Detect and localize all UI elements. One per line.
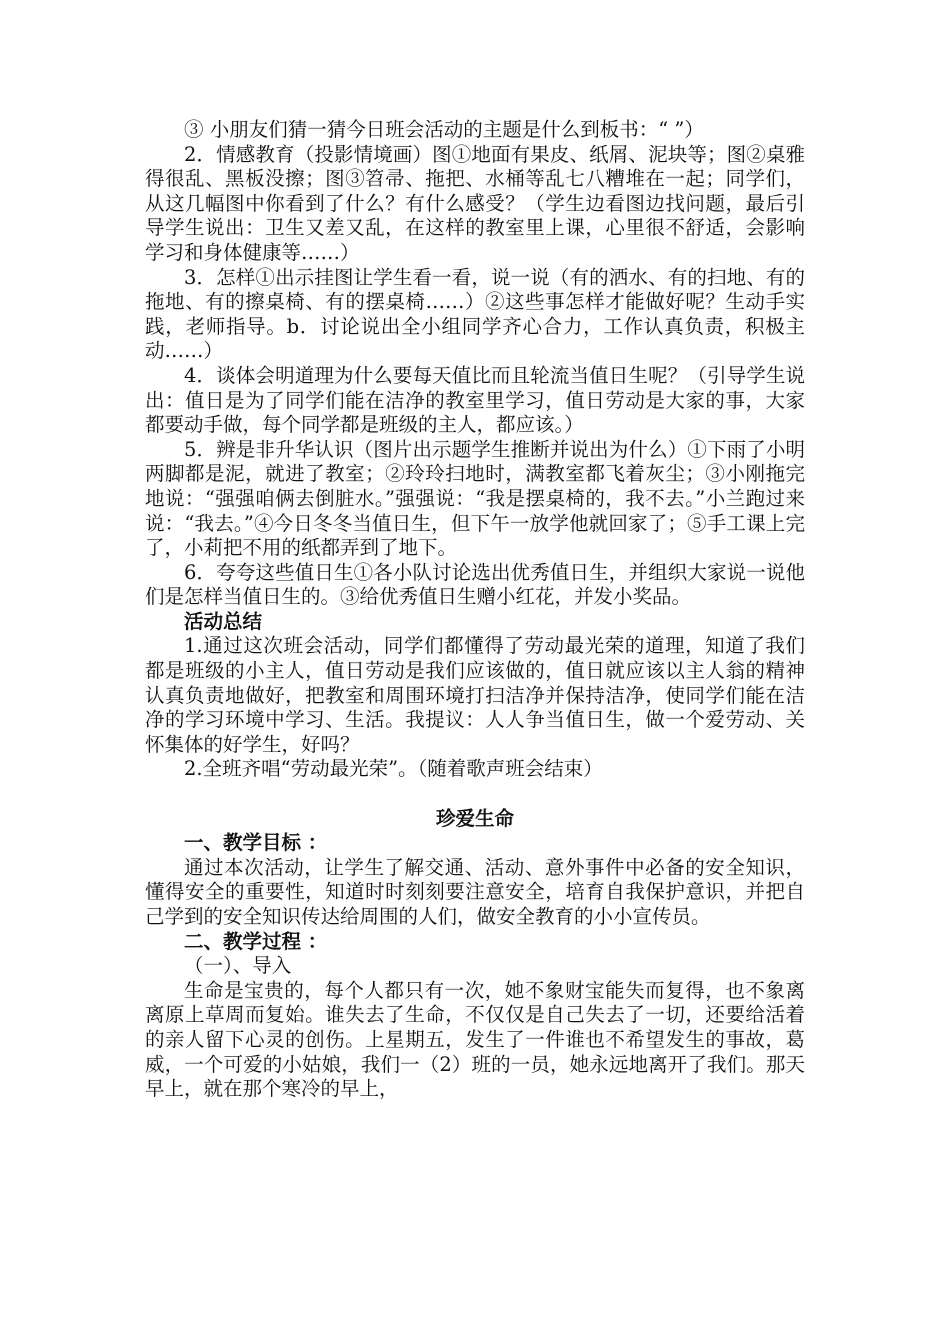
intro-heading: （一）、导入 [184,954,292,978]
summary-paragraph-1: 1.通过这次班会活动，同学们都懂得了劳动最光荣的道理，知道了我们都是班级的小主人，值日劳动是我们应该做的，值日就应该以主人翁的精神认真负责地做好，把教室和周围环境打扫洁净并保持洁净，使同学们能在洁净的学习环境中学习、生活。我提议：人人争当值日生，做一个爱劳动、关怀集体的好学生，好吗？ [145,634,805,756]
paragraph-how-to-do: 3．怎样①出示挂图让学生看一看，说一说（有的洒水、有的扫地、有的拖地、有的擦桌椅、有的摆桌椅……）②这些事怎样才能做好呢？生动手实践，老师指导。b．讨论说出全小组同学齐心合力，工作认真负责，积极主动……） [145,265,805,363]
document-page [145,118,805,1102]
paragraph-understand-reason: 4．谈体会明道理为什么要每天值比而且轮流当值日生呢？（引导学生说出：值日是为了同学们能在洁净的教室里学习，值日劳动是大家的事，大家都要动手做，每个同学都是班级的主人，都应该。） [145,363,805,437]
paragraph-praise: 6．夸夸这些值日生①各小队讨论选出优秀值日生，并组织大家说一说他们是怎样当值日生的。③给优秀值日生赠小红花，并发小奖品。 [145,560,805,609]
goals-paragraph: 通过本次活动，让学生了解交通、活动、意外事件中必备的安全知识，懂得安全的重要性，知道时时刻刻要注意安全，培育自我保护意识，并把自己学到的安全知识传达给周围的人们，做安全教育的小小宣传员。 [145,855,805,928]
paragraph-guess-theme: ③ 小朋友们猜一猜今日班会活动的主题是什么到板书：“ ”） [184,118,704,141]
summary-heading: 活动总结 [184,609,263,633]
paragraph-emotion-education: 2．情感教育（投影情境画）图①地面有果皮、纸屑、泥块等；图②桌雅得很乱、黑板没擦；图③笤帚、拖把、水桶等乱七八糟堆在一起；同学们，从这几幅图中你看到了什么？有什么感受？（学生边看图边找问题，最后引导学生说出：卫生又差又乱，在这样的教室里上课，心里很不舒适，会影响学习和身体健康等……） [145,142,805,264]
section-title: 珍爱生命 [435,806,514,830]
goals-heading: 一、教学目标 ： [184,831,328,855]
paragraph-right-wrong: 5．辨是非升华认识（图片出示题学生推断并说出为什么）①下雨了小明两脚都是泥，就进了教室；②玲玲扫地时，满教室都飞着灰尘；③小刚拖完地说：“强强咱俩去倒脏水。”强强说：“我是摆桌椅的，我不去。”小兰跑过来说：“我去。”④今日冬冬当值日生，但下午一放学他就回家了；⑤手工课上完了，小莉把不用的纸都弄到了地下。 [145,437,805,560]
summary-paragraph-2: 2.全班齐唱“劳动最光荣”。（随着歌声班会结束） [184,757,603,781]
process-heading: 二、教学过程 ： [184,929,328,953]
intro-paragraph: 生命是宝贵的，每个人都只有一次，她不象财宝能失而复得，也不象离离原上草周而复始。谁失去了生命，不仅仅是自己失去了一切，还要给活着的亲人留下心灵的创伤。上星期五，发生了一件谁也不希望发生的事故，葛威，一个可爱的小姑娘，我们一（2）班的一员，她永远地离开了我们。那天早上，就在那个寒冷的早上， [145,978,805,1101]
